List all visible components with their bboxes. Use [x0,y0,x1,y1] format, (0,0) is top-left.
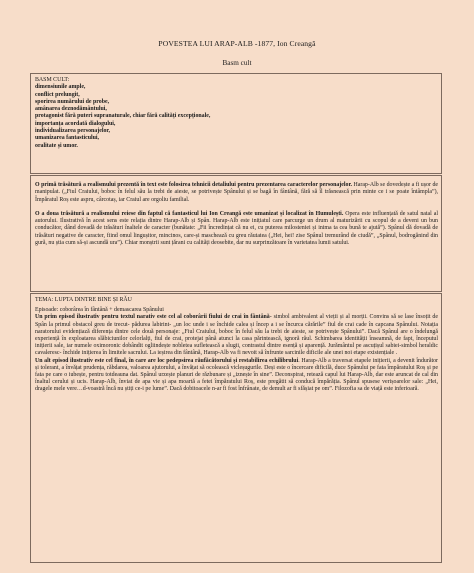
episode-p2-text: . Harap-Alb a traversat etapele inițierii, a devenit îndurător și tolerant, a învățat prudența, răbdarea, valoarea ajutorului, a învățat să ocolească vicleșugurile. Deși este o încercare dificilă, duce Spânului pe fata împăratului Roș și pe fata pe care o iubește, pentru totdeauna dat. Spânul urzește planuri de răzbunare și „iznește în sine”. Deconspirat, retează capul lui Harap-Alb, dar este aruncat de cal din înaltul cerului și ucis. Harap-Alb, înviat de apa vie și apa moartă a fetei împăratului Roș, este pregătit să conducă împărăția. Spânul spusese verișoarelor sale: „Hei, dragele mele vere…d-voastră încă nu știți ce-i pe lume”. Dacă dobitoacele n-ar fi fost înfrânate, de demult ar fi sfășiat pe om”. Filozofia sa de viață este inferioară. [35,357,438,393]
episode-p1-bold: Un prim episod ilustrativ pentru textul narativ este cel al coborârii fiului de crai în fântână [35,314,270,321]
theme-heading: TEMA: LUPTA DINTRE BINE ȘI RĂU [35,297,132,303]
episode-paragraph-1 [35,314,438,357]
realism-p1-bold: O primă trăsătură a realismului prezentă în text este folosirea tehnicii detaliului pentru prezentarea caracterelor personajelor. [35,182,352,188]
list-item: importanța acordată dialogului, [35,120,116,127]
realism-paragraph-2 [35,211,438,247]
list-item: oralitate și umor. [35,142,78,149]
document-title: POVESTEA LUI ARAP-ALB -1877, Ion Creangă [158,39,316,48]
list-item: umanizarea fantasticului, [35,135,100,142]
list-item: individualizarea personajelor, [35,128,110,135]
episode-p1-text: - simbol ambivalent al vieții și al morții. Convins să se lase însoțit de Spân la primul obstacol greu de trecut- pădurea labirint- „un loc unde i se închide calea și încep a i se încurca cărările” fiul de crai cade în capcana Spânului. Notația naratorului evidențiază diferența dintre cele două personaje: „Fiul Craiului, boboc în felul său la trebi de aieste, se potrivește Spânului”. Dacă Spânul are o îndelungă experiență în exploatarea slăbiciunilor celorlalți, fiul de crai, protejat până atunci la casa părintească, ignoră răul. Schimbarea identității înseamnă, de fapt, începutul inițierii sale, iar numele oximoronic dobândit ogliindește nobletea sufletească a slugii, contrastul dintre esență și aparență. Jurământul pe ascuțișul sabiei-simbol heraldic cavaleresc- închide inițierea în limitele sacrului. La ieșirea din fântână, Harap-Alb va fi nevoit să înfrunte sarcinile dificile ale unei noi etape existențiale . [35,314,438,357]
list-item: conflict prelungit, [35,91,80,98]
episode-paragraph-2 [35,358,438,394]
document-subtitle: Basm cult [222,59,252,67]
list-item: amânarea deznodământului, [35,106,107,113]
list-item: protagonist fără puteri supranaturale, chiar fără calități excepționale, [35,113,211,120]
realism-p1-text: Harap-Alb se dovedește a fi ușor de manipulat. („Fiul Craiului, boboc în felul său la trebi de aieste, se potrivește Spânului și se bagă în fântână, fără să îl trăsnească prin minte ce i se poate întâmpla”), Împăratul Roș este aspru, cârcotaș, iar Craiul are orgoliu familial. [35,182,438,203]
realism-box [30,175,442,292]
realism-paragraph-1 [35,182,438,204]
realism-p2-bold: O a doua trăsătură a realismului reiese din faptul că fantasticul lui Ion Creangă este umanizat și localizat în Humulești. [35,210,344,217]
list-item: sporirea numărului de probe, [35,98,110,105]
basm-cult-box [30,73,442,174]
list-item: dimensiunile ample, [35,84,86,91]
episodes-label: Episoade: coborârea în fântână + demascarea Spânului [35,307,164,314]
theme-box [30,293,442,563]
realism-p2-text: Opera este influențată de satul natal al autorului. Ilustrativă în acest sens este relația dintre Harap-Alb și Spân. Harap-Alb este inițiatul care parcurge un drum al maturizării cu scopul de a deveni un bun conducător, dând dovadă de trăsături înaltele de caracter (bunătate: „Fii încredințat că nu ei, cu puterea milosteniei și inima ta cea bună te ajută”). Spânul dă dovadă de trăsături negative de caracter, fiind omul lingușitor, mincinos, care-și maschează cu greu răutatea („Hei, hei! zise Spânul tremurând de ciudă”, „Spânul, bodrogănind din gură, nu știa cum să-și ascundă ura”). Chiar monștrii sunt țărani cu calități deosebite, dar nu surprinzătoare în varietatea lumii satului. [35,210,438,247]
episode-p2-bold: Un alt episod ilustrativ este cel final, în care are loc pedepsirea răufăcătorului și restabilirea echilibrului [35,357,299,364]
basm-cult-heading: BASM CULT: [35,77,70,83]
